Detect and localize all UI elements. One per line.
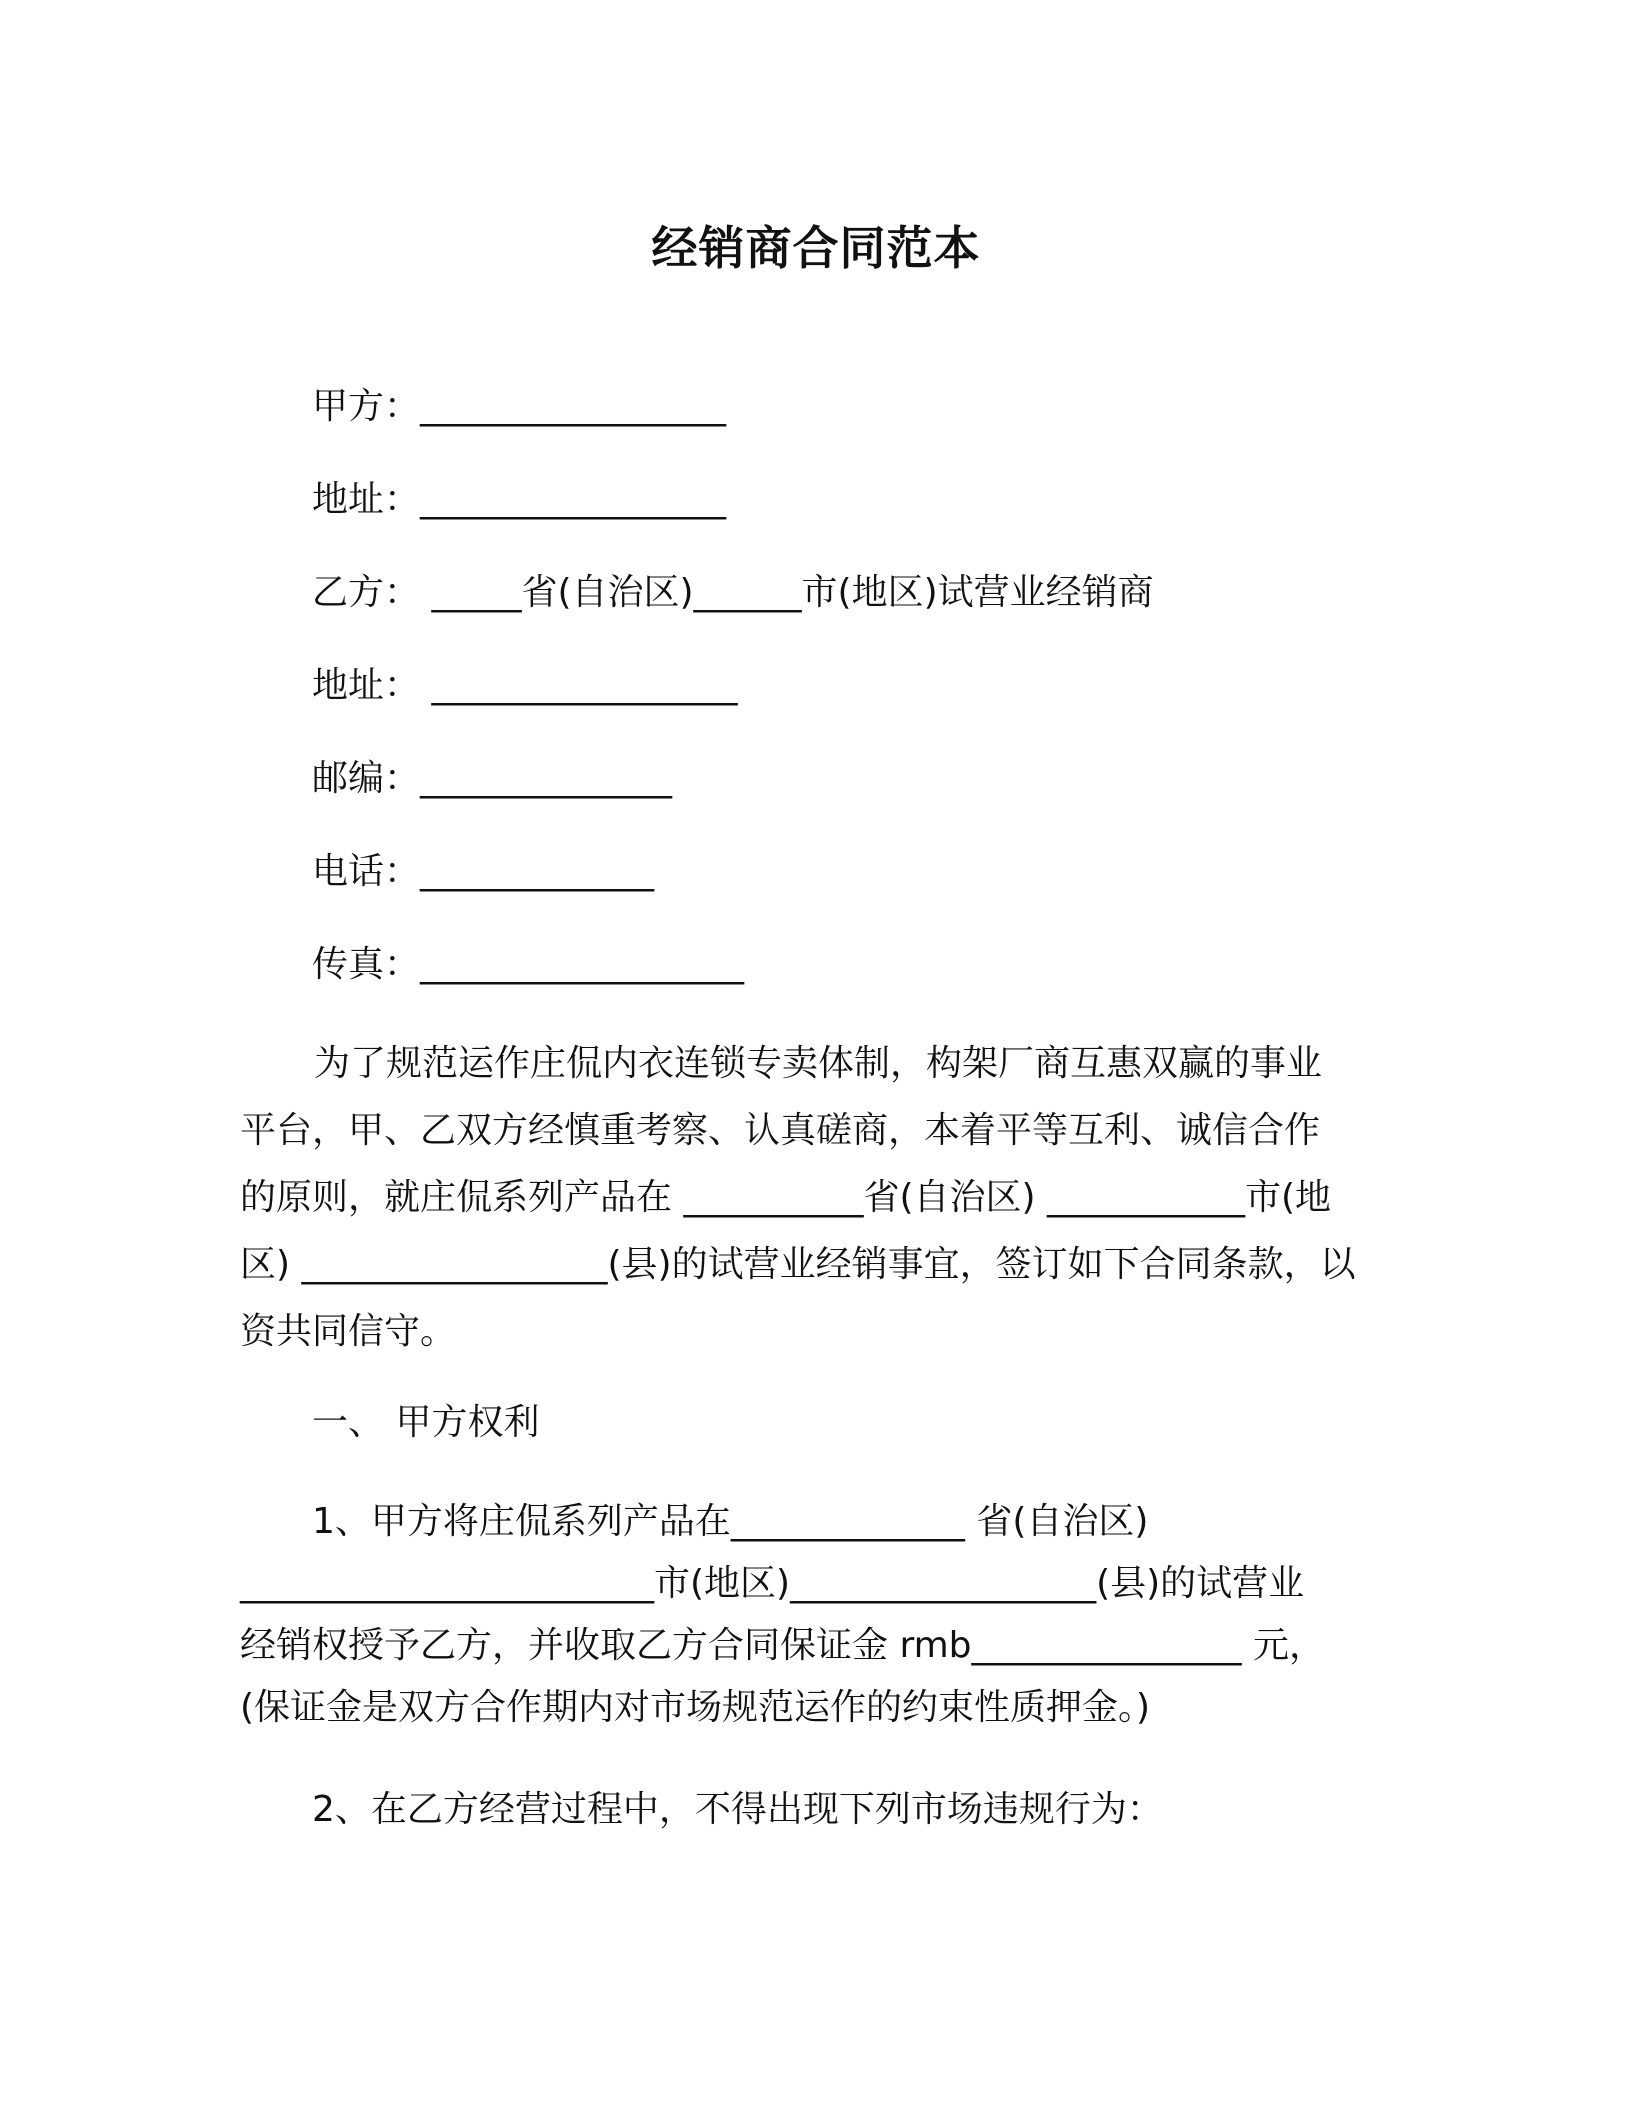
postcode-field: 邮编：______________ bbox=[312, 758, 673, 799]
intro-line: 为了规范运作庄侃内衣连锁专卖体制，构架厂商互惠双赢的事业 bbox=[314, 1043, 1323, 1084]
party-a-address-field: 地址：_________________ bbox=[312, 479, 727, 520]
party-a-field: 甲方：_________________ bbox=[312, 386, 727, 427]
fax-field: 传真：__________________ bbox=[312, 944, 745, 985]
clause-line: 经销权授予乙方，并收取乙方合同保证金 rmb_______________ 元， bbox=[240, 1625, 1325, 1666]
clause-line: (保证金是双方合作期内对市场规范运作的约束性质押金。) bbox=[240, 1687, 1151, 1728]
clause-line: 1、甲方将庄侃系列产品在_____________ 省(自治区) bbox=[312, 1501, 1149, 1542]
intro-line: 的原则，就庄侃系列产品在 __________省(自治区) ___________市(地 bbox=[240, 1177, 1332, 1218]
party-b-field: 乙方： _____省(自治区)______市(地区)试营业经销商 bbox=[312, 572, 1154, 613]
intro-line: 区) _________________(县)的试营业经销事宜，签订如下合同条款，以 bbox=[240, 1244, 1356, 1285]
section-heading: 一、 甲方权利 bbox=[312, 1402, 540, 1443]
phone-field: 电话：_____________ bbox=[312, 851, 655, 892]
intro-paragraph bbox=[240, 1030, 1390, 1365]
clause-line: _______________________市(地区)_________________(县)的试营业 bbox=[240, 1563, 1305, 1604]
clause-2: 2、在乙方经营过程中，不得出现下列市场违规行为： bbox=[312, 1789, 1163, 1830]
document-title: 经销商合同范本 bbox=[651, 221, 981, 275]
clause-1 bbox=[240, 1491, 1325, 1739]
intro-line: 平台，甲、乙双方经慎重考察、认真磋商，本着平等互利、诚信合作 bbox=[240, 1110, 1321, 1151]
party-b-address-field: 地址： _________________ bbox=[312, 665, 738, 706]
intro-line: 资共同信守。 bbox=[240, 1311, 457, 1352]
